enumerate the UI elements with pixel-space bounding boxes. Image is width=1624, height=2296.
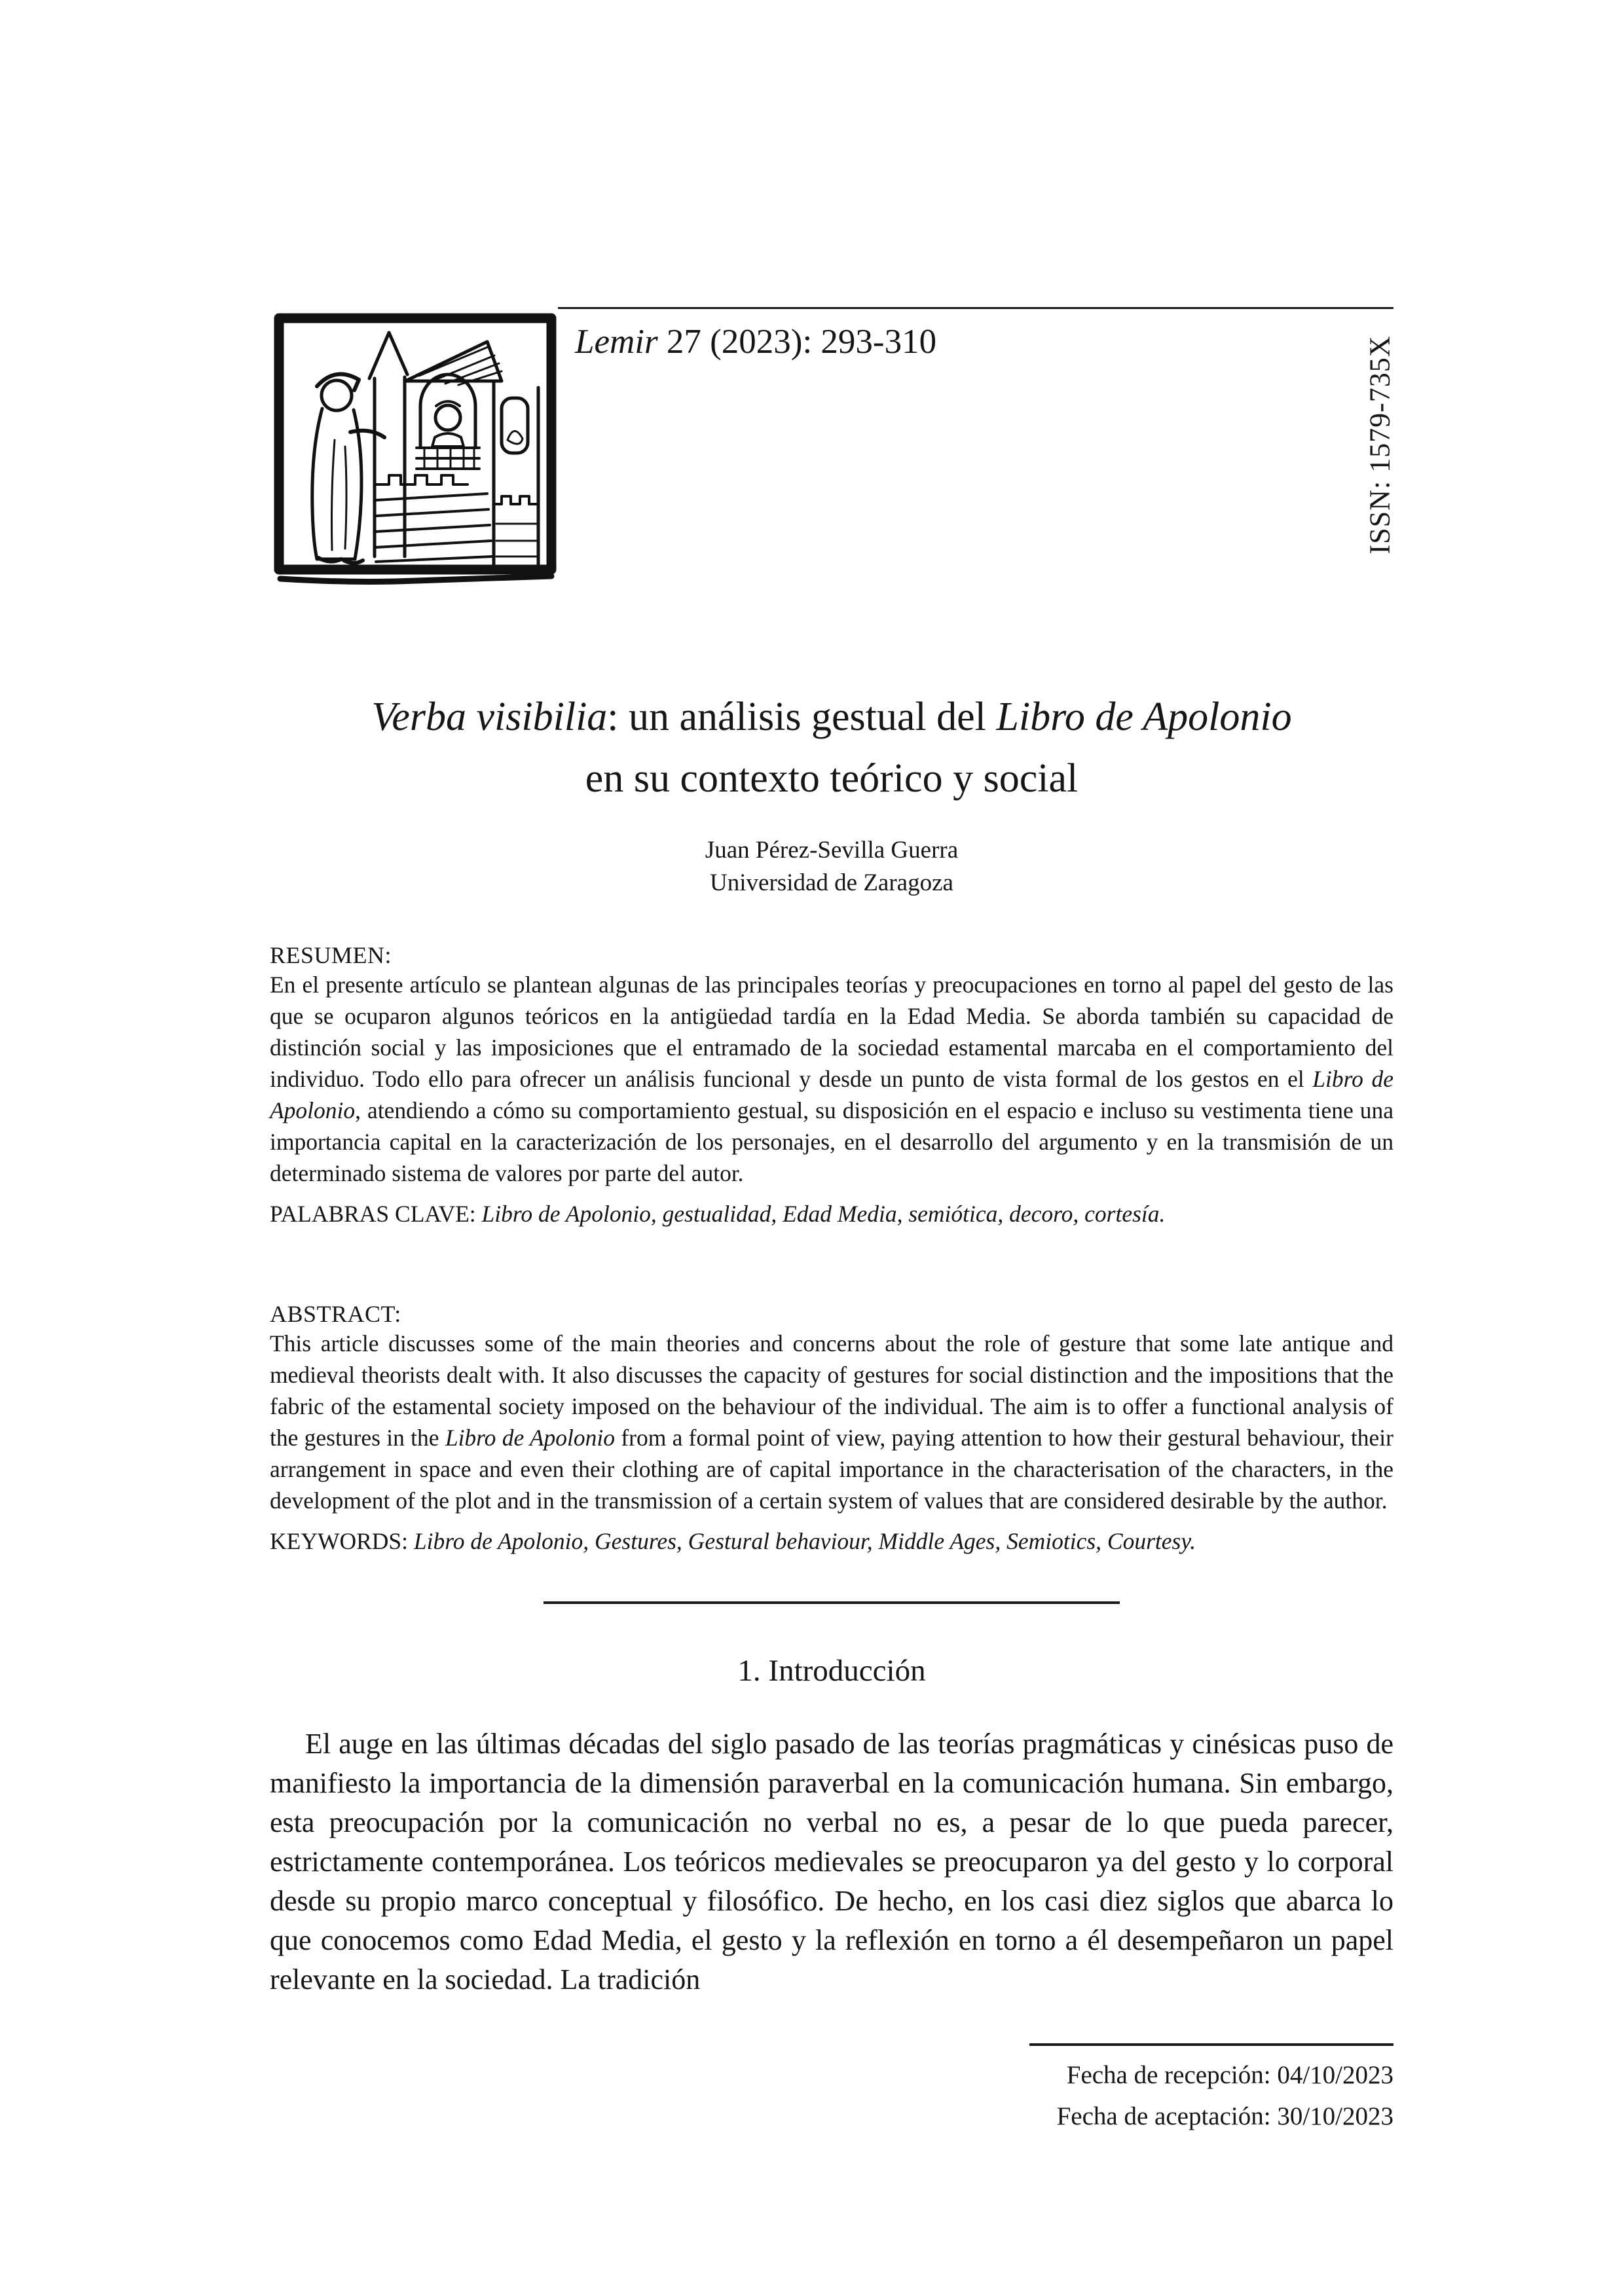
woodcut-castle-scene-image [271, 308, 559, 588]
resumen-label: RESUMEN: [270, 942, 392, 968]
title-line-1: Verba visibilia: un análisis gestual del Libro de Apolonio [371, 695, 1292, 739]
section-divider [544, 1601, 1120, 1604]
resumen-text: En el presente artículo se plantean algunas de las principales teorías y preocupaciones en torno al papel del gesto de las que se ocuparon algunos teóricos en la antigüedad tardía en la Edad Media. Se aborda también su capacidad de distinción social y las imposiciones que el entramado de la sociedad estamental marcaba en el comportamiento del individuo. Todo ello para ofrecer un análisis funcional y desde un punto de vista formal de los gestos en el Libro de Apolonio, atendiendo a cómo su comportamiento gestual, su disposición en el espacio e incluso su vestimenta tiene una importancia capital en la caracterización de los personajes, en el desarrollo del argumento y en la transmisión de un determinado sistema de valores por parte del autor. [270, 972, 1393, 1186]
journal-name: Lemir [575, 323, 658, 361]
keywords-list: Libro de Apolonio, Gestures, Gestural behaviour, Middle Ages, Semiotics, Courtesy. [413, 1528, 1196, 1554]
title-line-2: en su contexto teórico y social [585, 756, 1079, 801]
section-heading-introduction: 1. Introducción [737, 1654, 926, 1688]
author-name: Juan Pérez-Sevilla Guerra [705, 837, 959, 864]
keywords-label: KEYWORDS: [270, 1528, 414, 1554]
palabras-clave-line [270, 1198, 1393, 1230]
acceptance-date: Fecha de aceptación: 30/10/2023 [1056, 2102, 1393, 2130]
footer-dates [1057, 2054, 1393, 2137]
issn-label: ISSN: 1579-735X [1363, 335, 1396, 555]
palabras-clave-list: Libro de Apolonio, gestualidad, Edad Media, semiótica, decoro, cortesía. [481, 1201, 1166, 1227]
journal-issue-pages: 27 (2023): 293-310 [657, 323, 937, 361]
journal-reference [575, 322, 936, 361]
article-content [270, 686, 1393, 1999]
abstract-text: This article discusses some of the main theories and concerns about the role of gesture that some late antique and medieval theorists dealt with. It also discusses the capacity of gestures for social distinction and the impositions that the fabric of the estamental society imposed on the behaviour of the individual. The aim is to offer a functional analysis of the gestures in the Libro de Apolonio from a formal point of view, paying attention to how their gestural behaviour, their arrangement in space and even their clothing are of capital importance in the characterisation of the characters, in the development of the plot and in the transmission of a certain system of values that are considered desirable by the author. [270, 1330, 1393, 1514]
abstract-label: ABSTRACT: [270, 1301, 401, 1327]
intro-paragraph: El auge en las últimas décadas del siglo pasado de las teorías pragmáticas y cinésicas puso de manifiesto la importancia de la dimensión paraverbal en la comunicación humana. Sin embargo, esta preocupación por la comunicación no verbal no es, a pesar de lo que pueda parecer, estrictamente contemporánea. Los teóricos medievales se preocuparon ya del gesto y lo corporal desde su propio marco conceptual y filosófico. De hecho, en los casi diez siglos que abarca lo que conocemos como Edad Media, el gesto y la reflexión en torno a él desempeñaron un papel relevante en la sociedad. La tradición [270, 1728, 1393, 1995]
author-affiliation: Universidad de Zaragoza [710, 869, 953, 896]
article-title [270, 686, 1393, 809]
author-block [270, 834, 1393, 900]
reception-date: Fecha de recepción: 04/10/2023 [1066, 2061, 1393, 2089]
footer-rule [1029, 2043, 1393, 2046]
palabras-clave-label: PALABRAS CLAVE: [270, 1201, 482, 1227]
header-rule [558, 307, 1393, 309]
keywords-line [270, 1525, 1393, 1557]
woodcut-castle-scene-image [271, 308, 559, 588]
